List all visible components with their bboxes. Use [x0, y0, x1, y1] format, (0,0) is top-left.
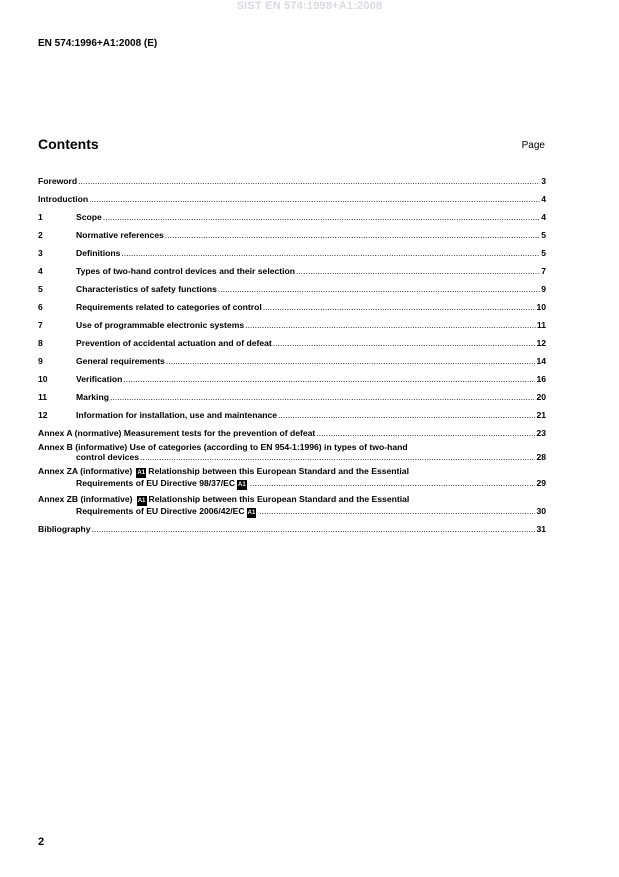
- toc-entry-page: 5: [541, 230, 546, 240]
- toc-entry-title-continued: Requirements of EU Directive 98/37/EC: [76, 478, 236, 488]
- toc-entry-title: Requirements related to categories of control: [76, 302, 262, 312]
- toc-leader-dots: [89, 194, 540, 204]
- toc-entry[interactable]: [38, 284, 546, 294]
- toc-entry[interactable]: [38, 374, 546, 384]
- toc-entry-number: 4: [38, 266, 43, 276]
- toc-entry-title: Marking: [76, 392, 109, 402]
- toc-entry-title: Use of programmable electronic systems: [76, 320, 245, 330]
- amendment-start-icon: A1: [137, 470, 146, 476]
- toc-leader-dots: [316, 428, 535, 438]
- toc-entry-page: 3: [541, 176, 546, 186]
- toc-entry-title: Relationship between this European Standard and the Essential: [148, 494, 410, 504]
- toc-entry-annex-za[interactable]: [38, 466, 546, 490]
- toc-entry[interactable]: [38, 410, 546, 420]
- watermark: SIST EN 574:1998+A1:2008: [236, 0, 383, 12]
- amendment-end-icon: A1: [238, 482, 246, 488]
- toc-entry-page: 14: [536, 356, 546, 366]
- toc-entry-page: 29: [536, 478, 546, 488]
- toc-entry-prefix: Annex ZB (informative): [38, 494, 133, 504]
- toc-leader-dots: [263, 302, 536, 312]
- toc-entry-number: 6: [38, 302, 43, 312]
- toc-entry-page: 5: [541, 248, 546, 258]
- toc-entry-number: 10: [38, 374, 48, 384]
- toc-entry-page: 30: [536, 506, 546, 516]
- toc-entry[interactable]: [38, 356, 546, 366]
- toc-entry-title: Characteristics of safety functions: [76, 284, 217, 294]
- toc-entry-bibliography[interactable]: [38, 524, 546, 534]
- toc-entry-page: 21: [536, 410, 546, 420]
- toc-entry-page: 12: [536, 338, 546, 348]
- toc-leader-dots: [103, 212, 540, 222]
- toc-leader-dots: [245, 320, 536, 330]
- toc-entry-page: 4: [541, 194, 546, 204]
- toc-entry-number: 8: [38, 338, 43, 348]
- toc-entry-title: Normative references: [76, 230, 164, 240]
- toc-leader-dots: [165, 230, 540, 240]
- toc-leader-dots: [296, 266, 540, 276]
- amendment-start-icon: A1: [137, 498, 146, 504]
- toc-leader-dots: [218, 284, 540, 294]
- toc-entry[interactable]: [38, 230, 546, 240]
- toc-entry-title: Foreword: [38, 176, 78, 186]
- table-of-contents: [38, 176, 546, 534]
- toc-entry-title: Bibliography: [38, 524, 91, 534]
- toc-entry-page: 23: [536, 428, 546, 438]
- toc-entry-prefix: Annex ZA (informative): [38, 466, 133, 476]
- toc-entry[interactable]: [38, 194, 546, 204]
- toc-leader-dots: [78, 176, 540, 186]
- toc-entry-number: 3: [38, 248, 43, 258]
- toc-leader-dots: [123, 374, 535, 384]
- toc-entry[interactable]: [38, 320, 546, 330]
- toc-entry-title: Prevention of accidental actuation and of defeat: [76, 338, 272, 348]
- toc-entry-annex-b[interactable]: [38, 442, 546, 462]
- amendment-end-icon: A1: [247, 510, 256, 516]
- toc-entry[interactable]: [38, 248, 546, 258]
- toc-entry-title-continued: Requirements of EU Directive 2006/42/EC: [76, 506, 245, 516]
- toc-entry[interactable]: [38, 392, 546, 402]
- toc-entry-number: 7: [38, 320, 43, 330]
- page-title: Contents: [38, 136, 99, 152]
- toc-entry-title: Definitions: [76, 248, 121, 258]
- toc-entry-title: Scope: [76, 212, 102, 222]
- toc-leader-dots: [140, 452, 535, 462]
- toc-leader-dots: [166, 356, 536, 366]
- toc-leader-dots: [259, 506, 535, 516]
- toc-entry-title: Information for installation, use and maintenance: [76, 410, 278, 420]
- toc-entry-page: 9: [541, 284, 546, 294]
- toc-entry-page: 16: [536, 374, 546, 384]
- toc-entry-title: Relationship between this European Standard and the Essential: [148, 466, 409, 476]
- toc-entry-title-continued: control devices: [76, 452, 140, 462]
- toc-leader-dots: [121, 248, 540, 258]
- toc-leader-dots: [278, 410, 535, 420]
- toc-leader-dots: [92, 524, 536, 534]
- toc-entry-title: Types of two-hand control devices and their selection: [76, 266, 296, 276]
- toc-entry-page: 31: [536, 524, 546, 534]
- toc-entry-annex-a[interactable]: [38, 428, 546, 438]
- document-id: EN 574:1996+A1:2008 (E): [38, 38, 158, 49]
- toc-entry-number: 12: [38, 410, 48, 420]
- page-column-label: Page: [521, 140, 545, 151]
- page-number: 2: [38, 836, 45, 848]
- toc-leader-dots: [110, 392, 535, 402]
- toc-entry[interactable]: [38, 176, 546, 186]
- toc-entry-title: Verification: [76, 374, 123, 384]
- toc-entry-number: 1: [38, 212, 43, 222]
- toc-entry-page: 20: [536, 392, 546, 402]
- toc-entry-title: Annex B (informative) Use of categories (according to EN 954-1:1996) in types of two-hand: [38, 442, 408, 452]
- toc-entry[interactable]: [38, 212, 546, 222]
- toc-leader-dots: [273, 338, 536, 348]
- toc-entry[interactable]: [38, 302, 546, 312]
- toc-entry-number: 2: [38, 230, 43, 240]
- toc-entry-page: 4: [541, 212, 546, 222]
- toc-entry[interactable]: [38, 338, 546, 348]
- toc-entry-page: 7: [541, 266, 546, 276]
- toc-entry-title: General requirements: [76, 356, 165, 366]
- toc-entry[interactable]: [38, 266, 546, 276]
- toc-entry-page: 11: [536, 320, 546, 330]
- toc-leader-dots: [250, 478, 536, 488]
- toc-entry-number: 5: [38, 284, 43, 294]
- toc-entry-annex-zb[interactable]: [38, 494, 546, 518]
- toc-entry-number: 9: [38, 356, 43, 366]
- toc-entry-page: 28: [536, 452, 546, 462]
- toc-entry-page: 10: [536, 302, 546, 312]
- toc-entry-number: 11: [38, 392, 48, 402]
- toc-entry-title: Annex A (normative) Measurement tests for the prevention of defeat: [38, 428, 316, 438]
- toc-entry-title: Introduction: [38, 194, 89, 204]
